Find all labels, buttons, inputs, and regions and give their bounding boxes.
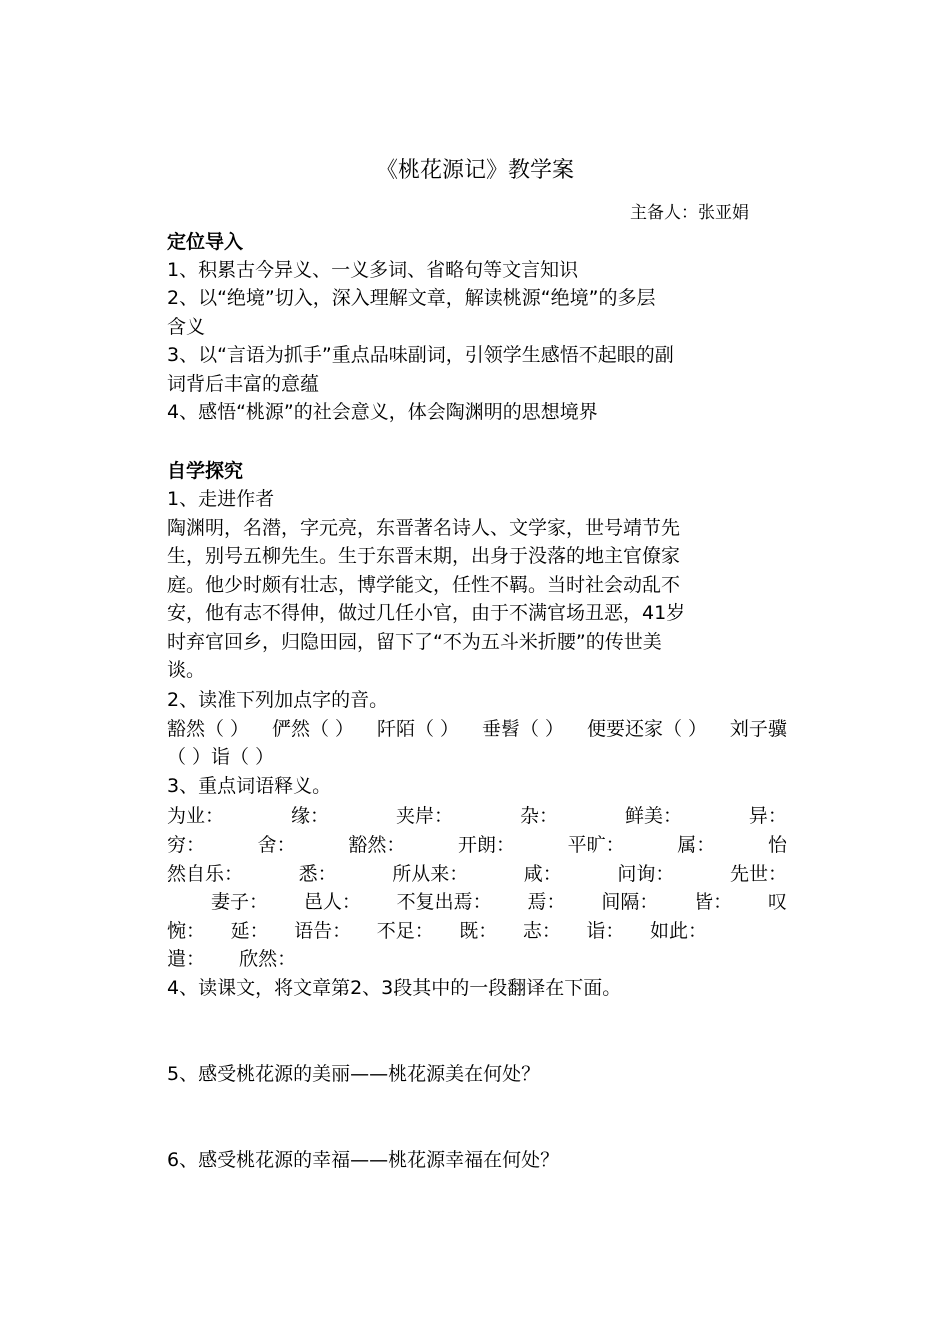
vocab-row — [167, 917, 707, 946]
bio-line: 生，别号五柳先生。生于东晋末期，出身于没落的地主官僚家 — [167, 545, 681, 567]
vocab-term: 诣： — [586, 920, 625, 942]
vocab-term: 既： — [459, 920, 498, 942]
objective-line: 3、以“言语为抓手”重点品味副词，引领学生感悟不起眼的副 — [167, 344, 674, 366]
vocab-term: 不足： — [376, 920, 434, 942]
bio-line: 陶渊明，名潜，字元亮，东晋著名诗人、文学家，世号靖节先 — [167, 517, 681, 539]
vocab-term: 叹 — [767, 891, 787, 913]
item-title: 3、重点词语释义。 — [167, 775, 332, 797]
bio-line: 庭。他少时颇有壮志，博学能文，任性不羁。当时社会动乱不 — [167, 574, 681, 596]
vocab-term: 志： — [522, 920, 561, 942]
pronunciation-item: 便要还家（ ） — [586, 718, 707, 740]
vocab-term: 鲜美： — [624, 805, 682, 827]
vocab-row — [167, 860, 787, 889]
vocab-term: 为业： — [167, 805, 225, 827]
vocab-row — [167, 802, 787, 831]
vocab-term: 穷： — [167, 834, 206, 856]
vocab-term: 杂： — [519, 805, 558, 827]
vocab-term: 舍： — [257, 834, 296, 856]
vocab-term: 间隔： — [601, 891, 659, 913]
vocab-term: 先世： — [729, 863, 787, 885]
vocab-term: 欣然： — [239, 948, 297, 970]
vocab-term: 遣： — [167, 948, 206, 970]
item-title: 1、走进作者 — [167, 488, 275, 510]
vocab-term: 语告： — [294, 920, 352, 942]
vocab-term: 豁然： — [348, 834, 406, 856]
vocab-term: 异： — [748, 805, 787, 827]
item-title: 5、感受桃花源的美丽——桃花源美在何处？ — [167, 1063, 541, 1085]
objective-line: 词背后丰富的意蕴 — [167, 373, 320, 395]
vocab-row — [167, 945, 787, 974]
document-title: 《桃花源记》教学案 — [375, 158, 574, 183]
vocab-term: 焉： — [527, 891, 566, 913]
vocab-term: 如此： — [649, 920, 707, 942]
section-heading-positioning: 定位导入 — [167, 231, 244, 253]
vocab-term: 皆： — [694, 891, 733, 913]
bio-line: 时弃官回乡，归隐田园，留下了“不为五斗米折腰”的传世美 — [167, 631, 662, 653]
section-heading-self-study: 自学探究 — [167, 460, 244, 482]
pronunciation-item: 垂髫（ ） — [481, 718, 564, 740]
pronunciation-item: 阡陌（ ） — [376, 718, 460, 740]
vocab-row — [167, 888, 787, 917]
item-title: 4、读课文，将文章第2、3段其中的一段翻译在下面。 — [167, 977, 622, 999]
vocab-term: 妻子： — [211, 891, 269, 913]
objective-line: 1、积累古今异义、一义多词、省略句等文言知识 — [167, 259, 579, 281]
item-title: 2、读准下列加点字的音。 — [167, 689, 389, 711]
item-title: 6、感受桃花源的幸福——桃花源幸福在何处？ — [167, 1149, 560, 1171]
vocab-term: 属： — [677, 834, 716, 856]
objective-line: 4、感悟“桃源”的社会意义，体会陶渊明的思想境界 — [167, 401, 598, 423]
vocab-term: 问询： — [617, 863, 675, 885]
bio-line: 安，他有志不得伸，做过几任小官，由于不满官场丑恶，41岁 — [167, 602, 686, 624]
objective-line: 含义 — [167, 316, 206, 338]
vocab-term: 延： — [230, 920, 269, 942]
vocab-term: 然自乐： — [167, 863, 244, 885]
vocab-term: 夹岸： — [395, 805, 453, 827]
vocab-term: 咸： — [523, 863, 562, 885]
vocab-term: 悉： — [298, 863, 337, 885]
pronunciation-item: 豁然（ ） — [167, 718, 250, 740]
vocab-term: 所从来： — [392, 863, 469, 885]
vocab-term: 怡 — [767, 834, 787, 856]
vocab-term: 平旷： — [567, 834, 625, 856]
pronunciation-row: （ ）诣（ ） — [167, 746, 275, 768]
pronunciation-item: 俨然（ ） — [271, 718, 355, 740]
vocab-term: 不复出焉： — [396, 891, 492, 913]
vocab-term: 惋： — [167, 920, 206, 942]
vocab-term: 邑人： — [303, 891, 361, 913]
vocab-term: 缘： — [290, 805, 329, 827]
objective-line: 2、以“绝境”切入，深入理解文章，解读桃源“绝境”的多层 — [167, 287, 656, 309]
vocab-row — [167, 831, 787, 860]
bio-line: 谈。 — [167, 659, 206, 681]
pronunciation-row — [167, 715, 787, 744]
pronunciation-item: 刘子骥 — [729, 718, 787, 740]
vocab-term: 开朗： — [457, 834, 515, 856]
author-line: 主备人：张亚娟 — [630, 203, 749, 223]
